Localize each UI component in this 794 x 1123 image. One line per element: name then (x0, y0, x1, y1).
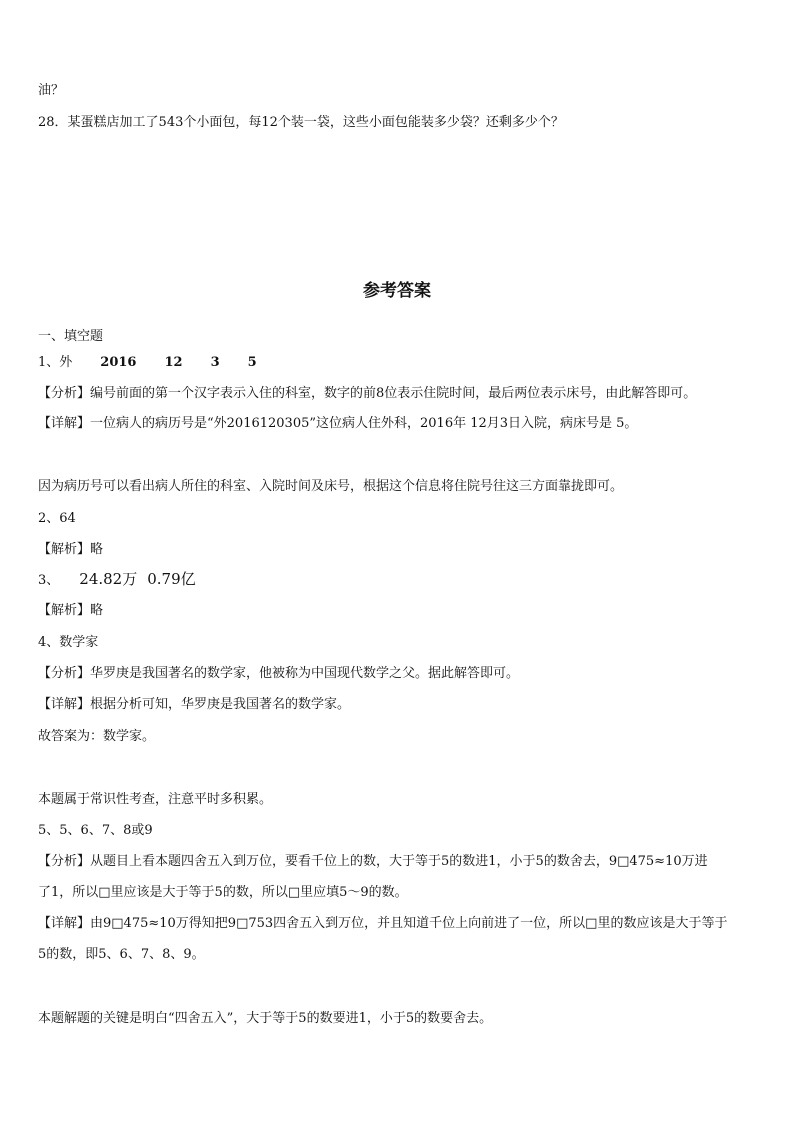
question-28: 28．某蛋糕店加工了543个小面包，每12个装一袋，这些小面包能装多少袋？还剩多少个？ (38, 115, 564, 130)
answer-1-item: 2016 (100, 355, 137, 370)
answer-1-item: 3 (210, 355, 220, 370)
answer-1-item: 12 (164, 355, 183, 370)
answer-5-note: 本题解题的关键是明白“四舍五入”，大于等于5的数要进1，小于5的数要舍去。 (38, 1011, 493, 1026)
answer-5-analysis-line-2: 了1，所以□里应该是大于等于5的数，所以□里应填5～9的数。 (38, 885, 408, 900)
answer-4-answer: 故答案为：数学家。 (38, 729, 156, 744)
answer-1-item: 外 (59, 355, 73, 370)
answer-3-value-2: 0.79亿 (147, 570, 196, 588)
answer-1-number: 1、 (38, 355, 60, 370)
answer-3-value-1: 24.82万 (79, 570, 138, 588)
question-tail: 油？ (38, 83, 65, 98)
answer-1-detail: 【详解】一位病人的病历号是“外2016120305”这位病人住外科，2016年 12月3日入院，病床号是 5。 (38, 416, 638, 431)
answer-1-analysis: 【分析】编号前面的第一个汉字表示入住的科室，数字的前8位表示住院时间，最后两位表示床号，由此解答即可。 (38, 386, 697, 401)
answer-4-analysis: 【分析】华罗庚是我国著名的数学家，他被称为中国现代数学之父。据此解答即可。 (38, 666, 520, 681)
answer-1-item: 5 (247, 355, 257, 370)
answer-4-detail: 【详解】根据分析可知，华罗庚是我国著名的数学家。 (38, 697, 351, 712)
answer-5: 5、5、6、7、8或9 (38, 823, 153, 838)
answer-5-detail-line-1: 【详解】由9□475≈10万得知把9□753四舍五入到万位，并且知道千位上向前进了一位，所以□里的数应该是大于等于 (38, 916, 728, 931)
answer-5-analysis-line-1: 【分析】从题目上看本题四舍五入到万位，要看千位上的数，大于等于5的数进1，小于5的数舍去，9□475≈10万进 (38, 854, 708, 869)
answer-5-detail-line-2: 5的数，即5、6、7、8、9。 (38, 947, 205, 962)
answer-4: 4、数学家 (38, 635, 99, 650)
answer-3 (38, 570, 764, 590)
answer-1 (38, 354, 764, 372)
answer-2: 2、64 (38, 511, 76, 526)
answer-3-number: 3、 (38, 573, 60, 588)
answer-4-note: 本题属于常识性考查，注意平时多积累。 (38, 792, 273, 807)
section-heading: 一、填空题 (38, 329, 104, 344)
answer-3-analysis: 【解析】略 (38, 603, 104, 618)
answer-title: 参考答案 (363, 281, 431, 301)
answer-2-analysis: 【解析】略 (38, 542, 104, 557)
answer-1-note: 因为病历号可以看出病人所住的科室、入院时间及床号，根据这个信息将住院号往这三方面靠拢即可。 (38, 479, 624, 494)
